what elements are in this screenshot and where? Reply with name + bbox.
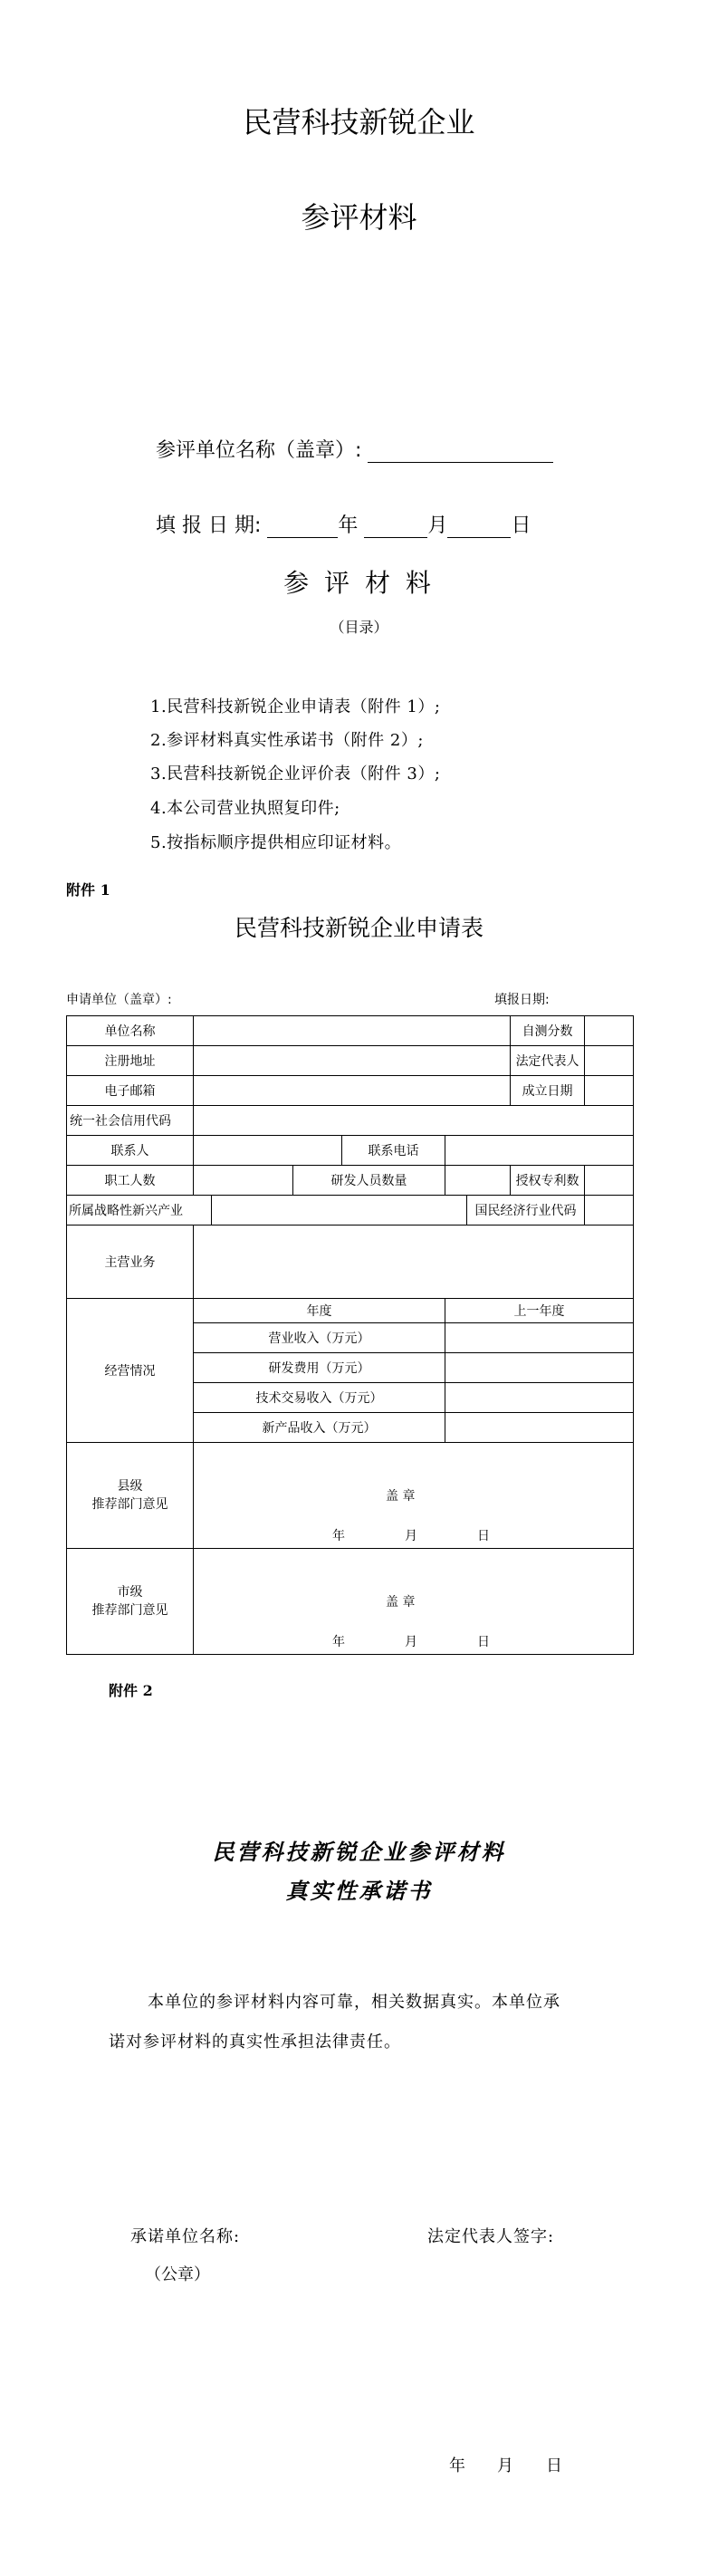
pledge-year: 年 <box>449 2456 465 2475</box>
seal-label: （公章） <box>145 2265 210 2284</box>
attachment2-label: 附件 2 <box>109 1682 153 1699</box>
new-product-header: 新产品收入（万元） <box>194 1413 445 1443</box>
table-row <box>67 1046 634 1076</box>
county-stamp: 盖 章 <box>386 1489 416 1504</box>
pledge-day: 日 <box>546 2456 562 2475</box>
toc-item: 3.民营科技新锐企业评价表（附件 3）; <box>150 764 441 783</box>
day-label: 日 <box>511 514 531 537</box>
toc-item: 1.民营科技新锐企业申请表（附件 1）; <box>150 697 441 716</box>
email-cell[interactable] <box>194 1076 511 1106</box>
unit-name-cell[interactable] <box>194 1016 511 1046</box>
city-stamp: 盖 章 <box>386 1595 416 1610</box>
month-line <box>364 517 427 538</box>
credit-code-cell[interactable] <box>194 1106 634 1136</box>
table-row <box>67 1549 634 1655</box>
table-row <box>67 1443 634 1549</box>
employees-cell[interactable] <box>194 1166 293 1196</box>
year-col-header: 年度 <box>194 1299 445 1323</box>
city-month: 月 <box>405 1635 417 1649</box>
rd-cost-header: 研发费用（万元） <box>194 1353 445 1383</box>
county-month: 月 <box>405 1529 417 1543</box>
patents-cell[interactable] <box>585 1166 634 1196</box>
year-line <box>267 517 338 538</box>
employees-header: 职工人数 <box>67 1166 194 1196</box>
table-row <box>67 1299 634 1323</box>
econ-code-header: 国民经济行业代码 <box>467 1196 585 1226</box>
application-form-table <box>66 1015 634 1655</box>
reg-address-header: 注册地址 <box>67 1046 194 1076</box>
industry-header: 所属战略性新兴产业 <box>67 1196 212 1226</box>
est-date-header: 成立日期 <box>511 1076 585 1106</box>
cover-unit-row <box>156 435 553 463</box>
phone-cell[interactable] <box>445 1136 634 1166</box>
table-row <box>67 1016 634 1046</box>
cover-title-line2: 参评材料 <box>301 200 417 235</box>
self-score-cell[interactable] <box>585 1016 634 1046</box>
table-row <box>67 1106 634 1136</box>
pledge-title-line1: 民营科技新锐企业参评材料 <box>212 1839 506 1865</box>
table-row <box>67 1196 634 1226</box>
city-opinion-cell[interactable] <box>194 1549 634 1655</box>
new-product-cell[interactable] <box>445 1413 634 1443</box>
tech-income-header: 技术交易收入（万元） <box>194 1383 445 1413</box>
county-line1: 县级 <box>117 1479 143 1494</box>
month-label: 月 <box>427 514 448 537</box>
rd-staff-header: 研发人员数量 <box>293 1166 445 1196</box>
est-date-cell[interactable] <box>585 1076 634 1106</box>
rd-cost-cell[interactable] <box>445 1353 634 1383</box>
table-row <box>67 1136 634 1166</box>
fill-date-label: 填报日期: <box>494 993 550 1007</box>
revenue-header: 营业收入（万元） <box>194 1323 445 1353</box>
cover-title-line1: 民营科技新锐企业 <box>243 105 475 139</box>
tech-income-cell[interactable] <box>445 1383 634 1413</box>
legal-rep-cell[interactable] <box>585 1046 634 1076</box>
toc-subtitle: （目录） <box>330 619 388 636</box>
reg-address-cell[interactable] <box>194 1046 511 1076</box>
unit-name-label: 参评单位名称（盖章）: <box>156 439 362 462</box>
city-line2: 推荐部门意见 <box>91 1603 168 1618</box>
table-row <box>67 1166 634 1196</box>
county-line2: 推荐部门意见 <box>91 1497 168 1512</box>
toc-item: 5.按指标顺序提供相应印证材料。 <box>150 833 402 852</box>
toc-item: 4.本公司营业执照复印件; <box>150 799 340 818</box>
fill-date-label: 填 报 日 期: <box>156 514 262 537</box>
pledge-month: 月 <box>497 2456 513 2475</box>
econ-code-cell[interactable] <box>585 1196 634 1226</box>
email-header: 电子邮箱 <box>67 1076 194 1106</box>
attachment1-title: 民营科技新锐企业申请表 <box>234 915 483 941</box>
city-line1: 市级 <box>117 1585 143 1600</box>
table-row <box>67 1226 634 1299</box>
county-day: 日 <box>477 1529 490 1543</box>
county-opinion-header <box>67 1443 194 1549</box>
attachment1-label: 附件 1 <box>66 881 110 899</box>
operations-header: 经营情况 <box>67 1299 194 1443</box>
patents-header: 授权专利数 <box>511 1166 585 1196</box>
year-label: 年 <box>338 514 359 537</box>
day-line <box>447 517 511 538</box>
city-day: 日 <box>477 1635 490 1649</box>
phone-header: 联系电话 <box>342 1136 445 1166</box>
self-score-header: 自测分数 <box>511 1016 585 1046</box>
rd-staff-cell[interactable] <box>445 1166 511 1196</box>
unit-name-line <box>368 442 553 463</box>
city-year: 年 <box>332 1635 345 1649</box>
pledge-title-line2: 真实性承诺书 <box>285 1878 433 1904</box>
city-opinion-header <box>67 1549 194 1655</box>
cover-date-row <box>156 510 531 538</box>
main-business-header: 主营业务 <box>67 1226 194 1299</box>
last-year-col-header: 上一年度 <box>445 1299 634 1323</box>
credit-code-header: 统一社会信用代码 <box>67 1106 194 1136</box>
toc-title: 参 评 材 料 <box>283 568 435 598</box>
pledge-body-line1: 本单位的参评材料内容可靠，相关数据真实。本单位承 <box>148 1993 560 2012</box>
revenue-cell[interactable] <box>445 1323 634 1353</box>
applicant-label: 申请单位（盖章）: <box>66 993 172 1007</box>
promisor-label: 承诺单位名称: <box>130 2227 241 2246</box>
table-row <box>67 1076 634 1106</box>
unit-name-header: 单位名称 <box>67 1016 194 1046</box>
county-year: 年 <box>332 1529 345 1543</box>
legal-rep-header: 法定代表人 <box>511 1046 585 1076</box>
main-business-cell[interactable] <box>194 1226 634 1299</box>
toc-item: 2.参评材料真实性承诺书（附件 2）; <box>150 731 424 750</box>
signature-label: 法定代表人签字: <box>427 2227 555 2246</box>
contact-cell[interactable] <box>194 1136 342 1166</box>
pledge-body-line2: 诺对参评材料的真实性承担法律责任。 <box>109 2033 401 2052</box>
industry-cell[interactable] <box>212 1196 467 1226</box>
county-opinion-cell[interactable] <box>194 1443 634 1549</box>
contact-header: 联系人 <box>67 1136 194 1166</box>
